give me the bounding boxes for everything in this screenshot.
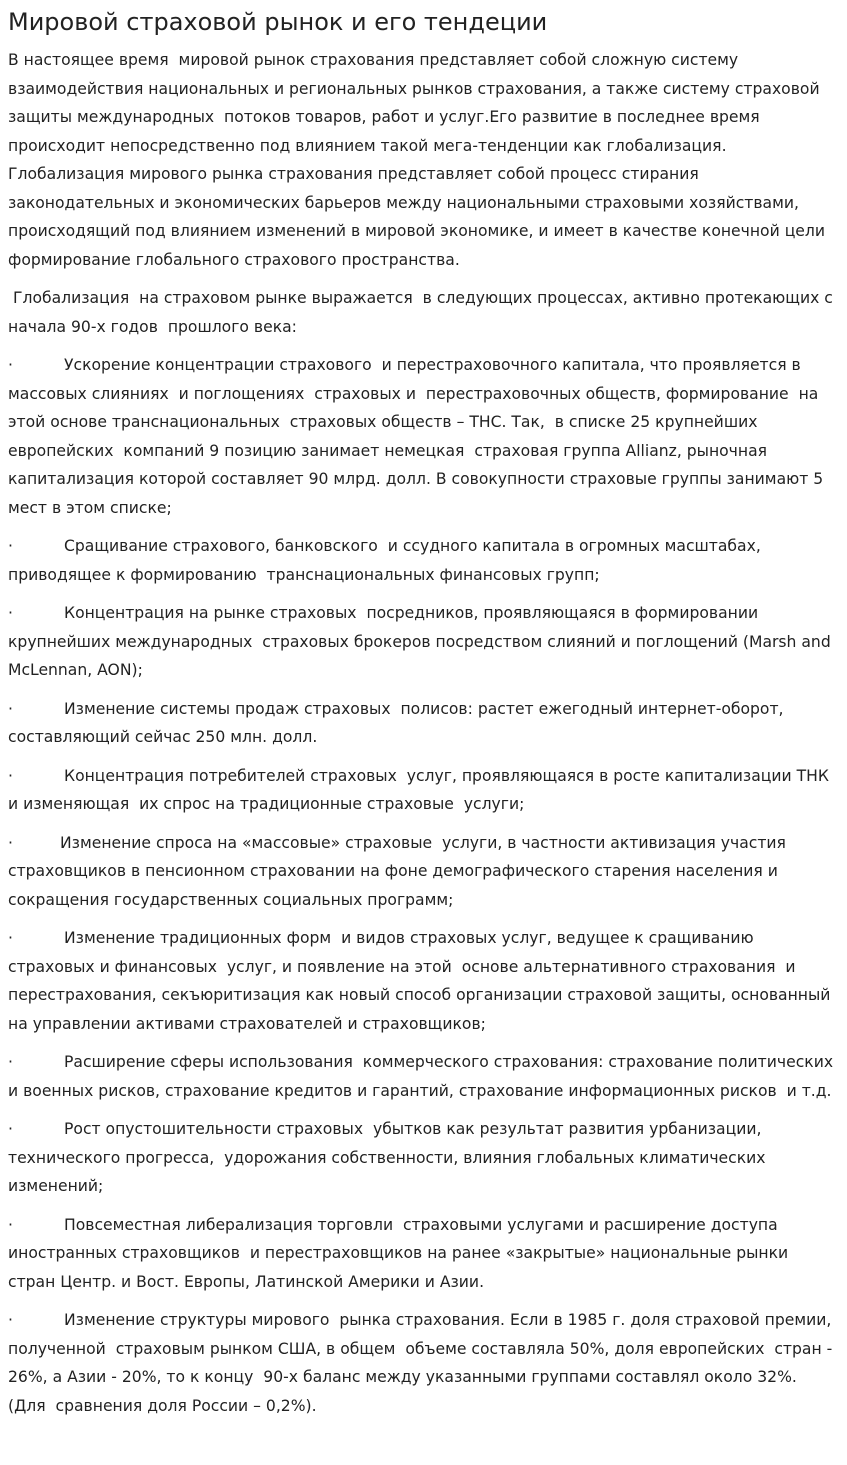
page-title: Мировой страховой рынок и его тендеции xyxy=(8,8,548,36)
list-item xyxy=(8,1048,839,1105)
bullet-icon: · xyxy=(8,1053,13,1071)
bullet-icon: · xyxy=(8,1215,13,1234)
bullet-icon: · xyxy=(8,766,13,785)
list-item xyxy=(8,1115,839,1201)
list-item-text: Концентрация потребителей страховых услуг, проявляющаяся в росте капитализации ТНК и изменяющая их спрос на традиционные страховые услуги; xyxy=(8,766,839,813)
bullet-icon: · xyxy=(8,1120,13,1138)
list-item-text: Концентрация на рынке страховых посредников, проявляющаяся в формировании крупнейших международных страховых брокеров посредством слияний и поглощений (Marsh and McLennan, AON); xyxy=(8,604,836,679)
bullet-icon: · xyxy=(8,537,13,555)
list-item xyxy=(8,351,839,522)
bullet-icon: · xyxy=(8,929,13,947)
bullet-icon: · xyxy=(8,604,13,622)
globalization-paragraph: Глобализация на страховом рынке выражается в следующих процессах, активно протекающих с начала 90-х годов прошлого века: xyxy=(8,289,838,336)
list-item-text: Изменение традиционных форм и видов страховых услуг, ведущее к сращиванию страховых и финансовых услуг, и появление на этой основе альтернативного страхования и перестрахования, секъюритизация как новый способ организации страховой защиты, основанный на управлении активами страхователей и страховщиков; xyxy=(8,929,836,1033)
list-item-text: Повсеместная либерализация торговли страховыми услугами и расширение доступа иностранных страховщиков и перестраховщиков на ранее «закрытые» национальные рынки стран Центр. и Вост. Европы, Латинской Америки и Азии. xyxy=(8,1215,799,1291)
list-item xyxy=(8,1306,839,1420)
intro-paragraph: В настоящее время мировой рынок страхования представляет собой сложную систему взаимодействия национальных и региональных рынков страхования, а также систему страховой защиты международных потоков товаров, работ и услуг.Его развитие в последнее время происходит непосредственно под влиянием такой мега-тенденции как глобализация. Глобализация мирового рынка страхования представляет собой процесс стирания законодательных и экономических барьеров между национальными страховыми хозяйствами, происходящий под влиянием изменений в мировой экономике, и имеет в качестве конечной цели формирование глобального страхового пространства. xyxy=(8,51,830,269)
list-item xyxy=(8,532,839,589)
list-item xyxy=(8,829,839,915)
list-item xyxy=(8,1211,839,1297)
list-item-text: Расширение сферы использования коммерческого страхования: страхование политических и военных рисков, страхование кредитов и гарантий, страхование информационных рисков и т.д. xyxy=(8,1053,839,1100)
list-item-text: Изменение системы продаж страховых полисов: растет ежегодный интернет-оборот, составляющий сейчас 250 млн. долл. xyxy=(8,699,789,746)
list-item xyxy=(8,599,839,685)
list-item-text: Изменение структуры мирового рынка страхования. Если в 1985 г. доля страховой премии, полученной страховым рынком США, в общем объеме составляла 50%, доля европейских стран - 26%, а Азии - 20%, то к концу 90-х баланс между указанными группами составлял около 32%. (Для сравнения доля России – 0,2%). xyxy=(8,1311,838,1415)
list-item-text: Ускорение концентрации страхового и перестраховочного капитала, что проявляется в массовых слияниях и поглощениях страховых и перестраховочных обществ, формирование на этой основе транснациональных страховых обществ – ТНС. Так, в списке 25 крупнейших европейских компаний 9 позицию занимает немецкая страховая группа Allianz, рыночная капитализация которой составляет 90 млрд. долл. В совокупности страховые группы занимают 5 мест в этом списке; xyxy=(8,356,829,517)
list-item-text: Сращивание страхового, банковского и ссудного капитала в огромных масштабах, приводящее к формированию транснациональных финансовых групп; xyxy=(8,537,766,584)
list-item-text: Изменение спроса на «массовые» страховые услуги, в частности активизация участия страховщиков в пенсионном страховании на фоне демографического старения населения и сокращения государственных социальных программ; xyxy=(8,833,791,909)
list-item xyxy=(8,695,839,752)
list-item-text: Рост опустошительности страховых убытков как результат развития урбанизации, технического прогресса, удорожания собственности, влияния глобальных климатических изменений; xyxy=(8,1120,771,1195)
bullet-icon: · xyxy=(8,356,13,374)
list-item xyxy=(8,762,839,819)
bullet-icon: · xyxy=(8,833,13,852)
bullet-icon: · xyxy=(8,699,13,718)
list-item xyxy=(8,924,839,1038)
bullet-icon: · xyxy=(8,1311,13,1329)
